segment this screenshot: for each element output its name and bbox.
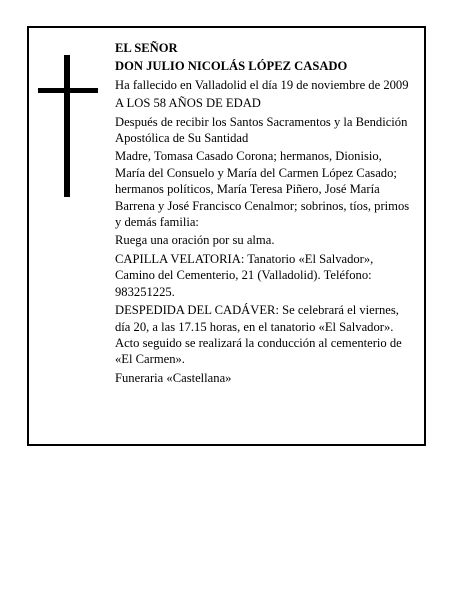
passing-statement: Ha fallecido en Valladolid el día 19 de noviembre de 2009 — [115, 77, 409, 92]
age-statement: A LOS 58 AÑOS DE EDAD — [115, 96, 261, 111]
family-list: Madre, Tomasa Casado Corona; hermanos, Dionisio, María del Consuelo y María del Carmen López Casado; hermanos políticos, María Teresa Piñero, José María Barrena y José Francisco Cenalmor; sobrinos, tíos, primos y demás familia: — [115, 149, 410, 230]
funeral-home: Funeraria «Castellana» — [115, 370, 232, 385]
deceased-name: DON JULIO NICOLÁS LÓPEZ CASADO — [115, 59, 348, 74]
prayer-request: Ruega una oración por su alma. — [115, 233, 275, 248]
cross-icon — [38, 55, 98, 197]
obituary-text — [115, 40, 411, 388]
farewell-info: DESPEDIDA DEL CADÁVER: Se celebrará el viernes, día 20, a las 17.15 horas, en el tanatorio «El Salvador». Acto seguido se realizará la conducción al cementerio de «El Carmen». — [115, 303, 402, 367]
cross-vertical-bar — [64, 55, 70, 197]
cross-horizontal-bar — [38, 88, 98, 93]
sacraments-statement: Después de recibir los Santos Sacramentos y la Bendición Apostólica de Su Santidad — [115, 114, 408, 146]
title-line: EL SEÑOR — [115, 41, 178, 55]
chapel-info: CAPILLA VELATORIA: Tanatorio «El Salvador», Camino del Cementerio, 21 (Valladolid). Teléfono: 983251225. — [115, 251, 374, 299]
